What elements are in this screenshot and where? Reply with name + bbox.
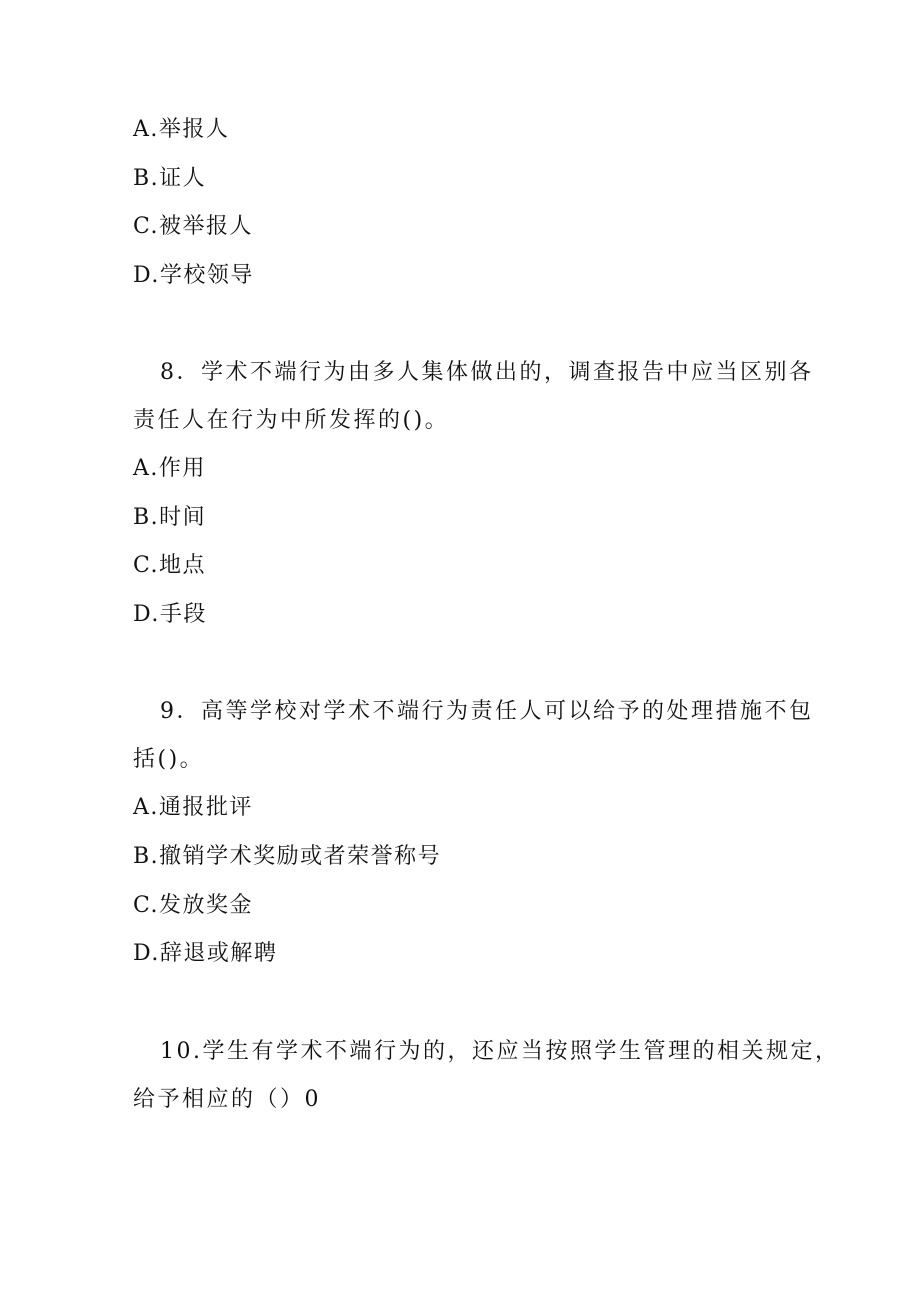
q8-stem-line-1: 8．学术不端行为由多人集体做出的，调查报告中应当区别各 xyxy=(160,360,814,385)
q8-option-a: A.作用 xyxy=(133,456,206,481)
q7-option-b: B.证人 xyxy=(133,166,207,191)
q9-option-c: C.发放奖金 xyxy=(133,893,254,918)
q8-option-c: C.地点 xyxy=(133,553,207,578)
q9-option-a: A.通报批评 xyxy=(133,795,253,820)
q7-option-a: A.举报人 xyxy=(133,117,230,142)
q9-option-d: D.辞退或解聘 xyxy=(133,941,278,966)
q9-stem-line-2: 括()。 xyxy=(133,747,205,772)
q7-option-d: D.学校领导 xyxy=(133,263,254,288)
q9-option-b: B.撤销学术奖励或者荣誉称号 xyxy=(133,844,442,869)
q10-stem-line-2: 给予相应的（）0 xyxy=(133,1087,321,1112)
q7-option-c: C.被举报人 xyxy=(133,214,254,239)
q10-stem-line-1: 10.学生有学术不端行为的，还应当按照学生管理的相关规定， xyxy=(160,1039,840,1064)
q8-stem-line-2: 责任人在行为中所发挥的()。 xyxy=(133,408,450,433)
q8-option-b: B.时间 xyxy=(133,505,207,530)
q9-stem-line-1: 9．高等学校对学术不端行为责任人可以给予的处理措施不包 xyxy=(160,699,814,724)
q8-option-d: D.手段 xyxy=(133,602,207,627)
